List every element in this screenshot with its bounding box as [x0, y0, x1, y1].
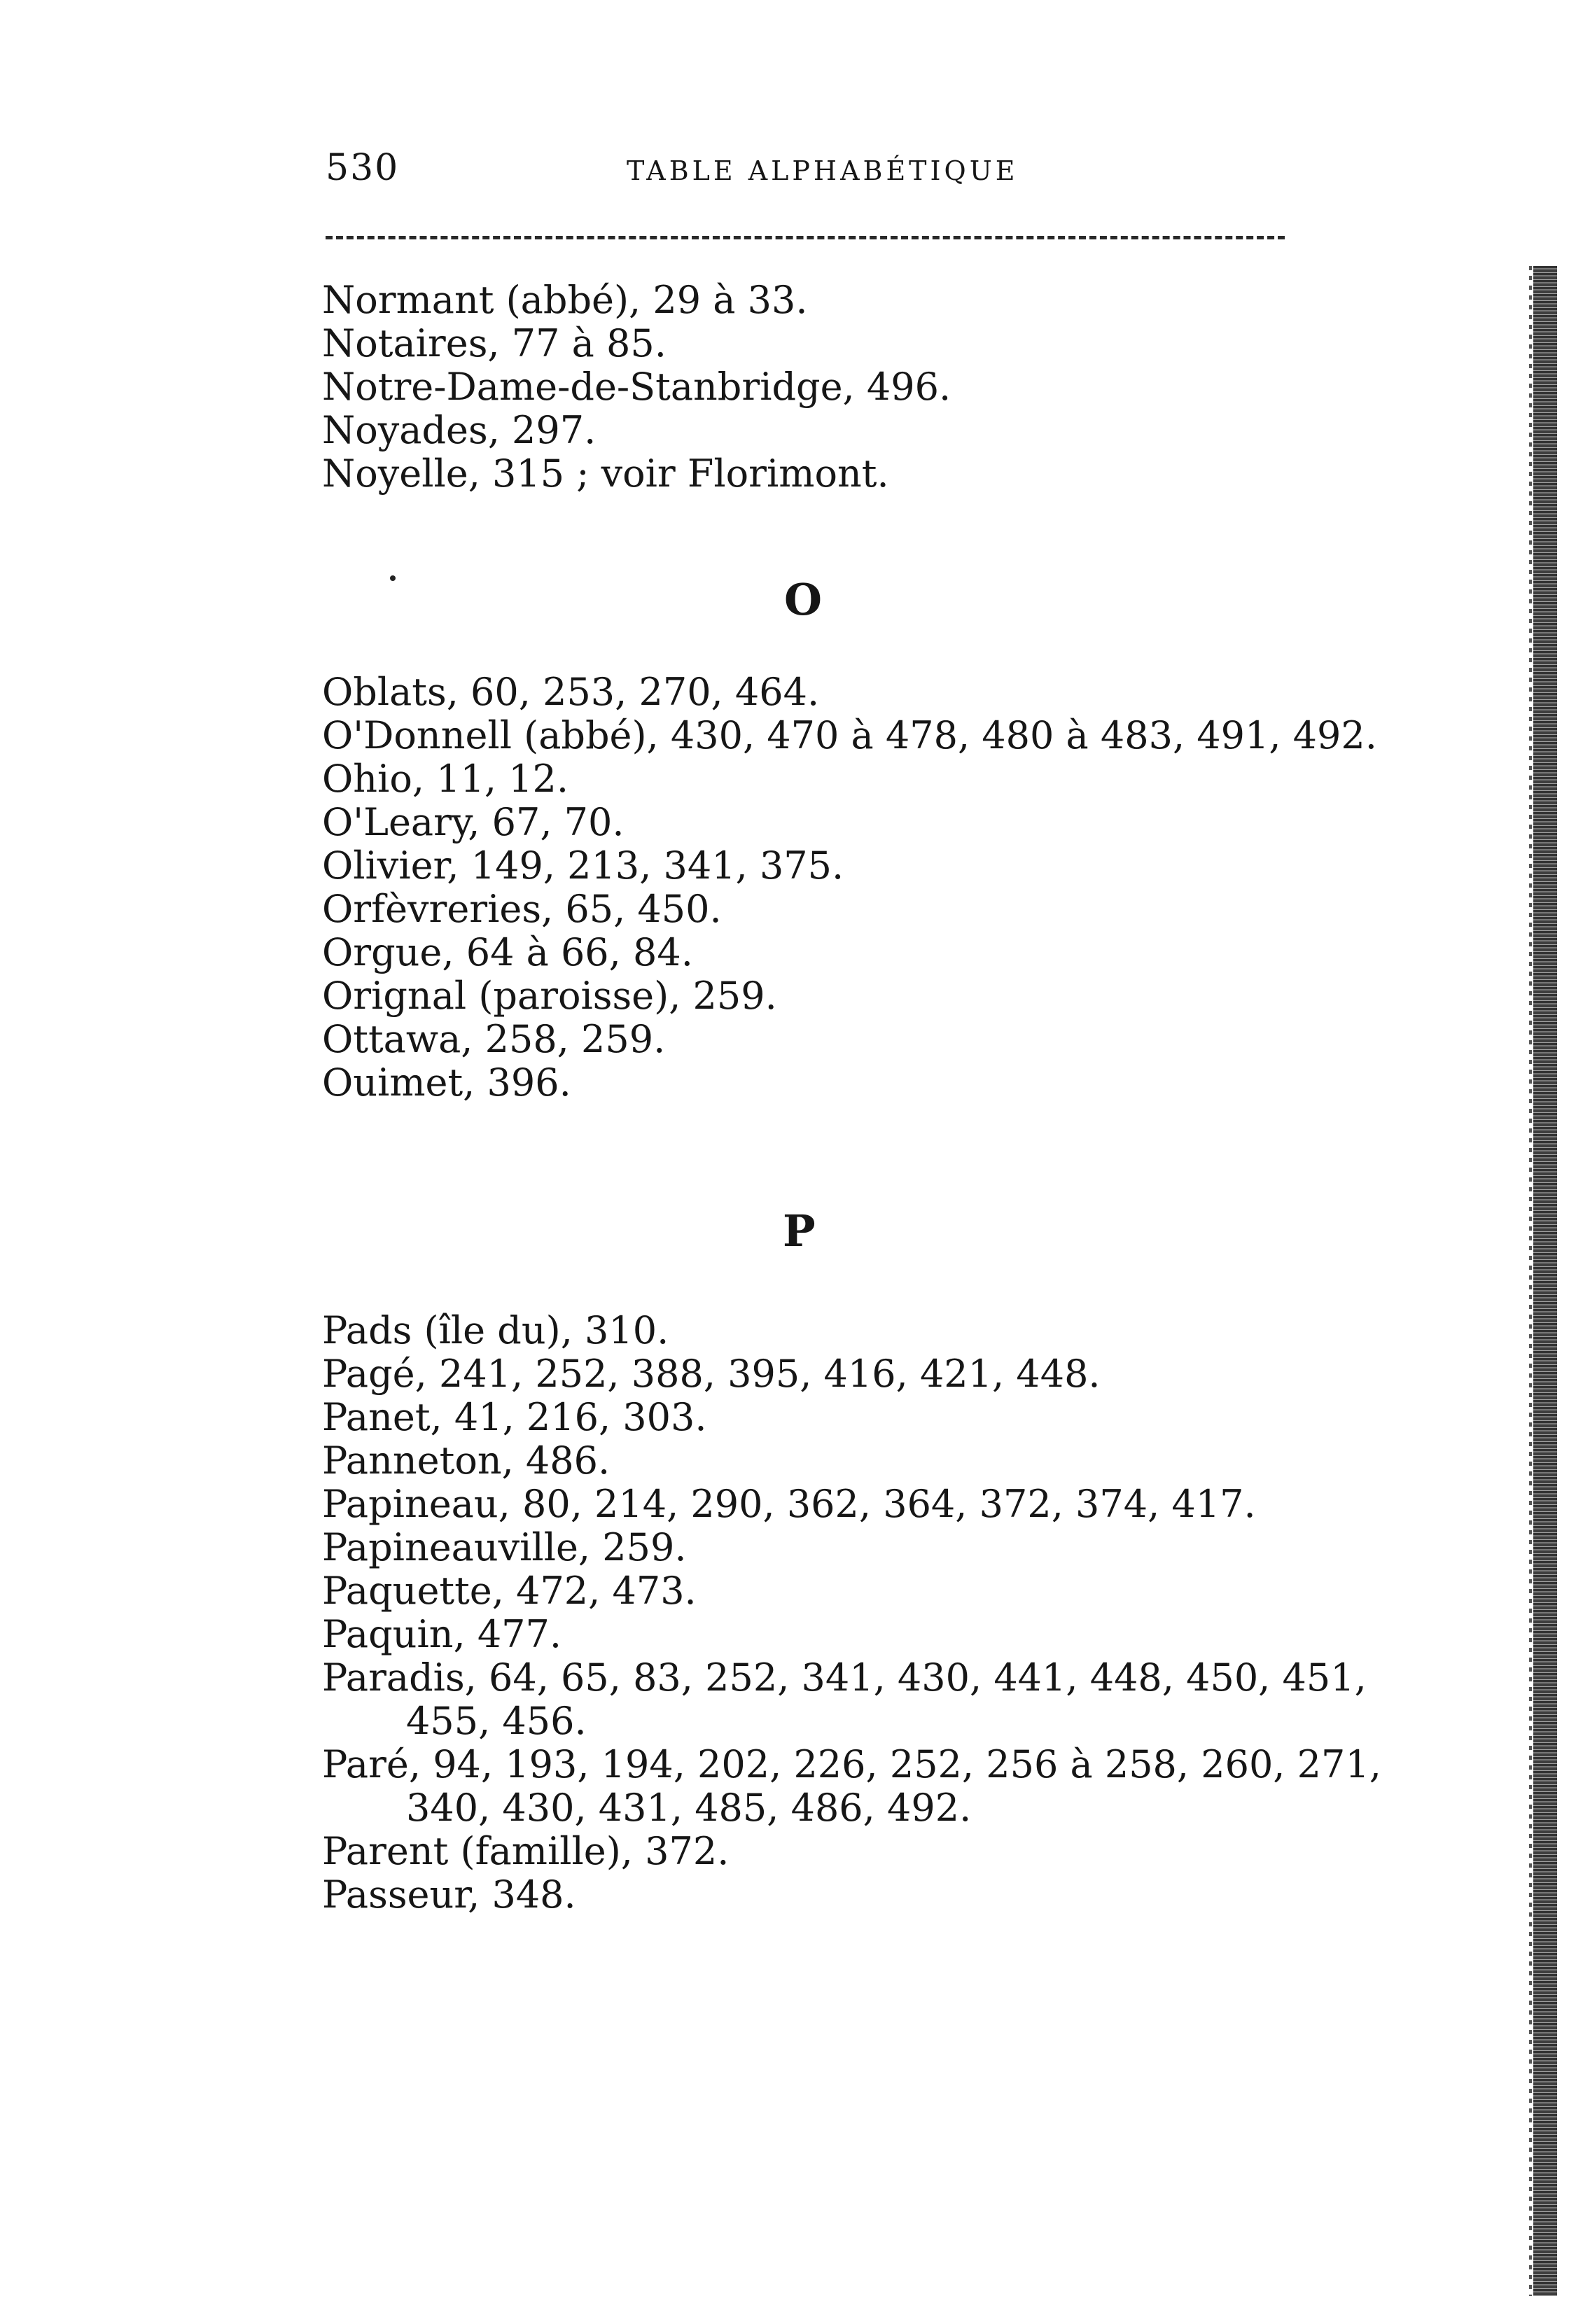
section-letter-p: P	[783, 1205, 816, 1256]
index-entry: Ouimet, 396.	[322, 1060, 571, 1105]
entry-line: Paré, 94, 193, 194, 202, 226, 252, 256 à 258, 260, 271,	[322, 1742, 1381, 1786]
running-title: TABLE ALPHABÉTIQUE	[627, 155, 1019, 186]
index-entry: Olivier, 149, 213, 341, 375.	[322, 844, 844, 888]
index-entry: Parent (famille), 372.	[322, 1829, 730, 1873]
index-entry: Ottawa, 258, 259.	[322, 1017, 666, 1061]
index-entry: Panet, 41, 216, 303.	[322, 1395, 707, 1439]
index-entry: Panneton, 486.	[322, 1438, 611, 1483]
index-entry: Pagé, 241, 252, 388, 395, 416, 421, 448.	[322, 1352, 1101, 1396]
index-entry: Oblats, 60, 253, 270, 464.	[322, 670, 820, 714]
section-letter-o: O	[784, 574, 823, 625]
index-entry: O'Leary, 67, 70.	[322, 800, 625, 844]
section-n	[322, 279, 1316, 496]
index-entry: Papineau, 80, 214, 290, 362, 364, 372, 374, 417.	[322, 1482, 1256, 1526]
index-entry: Notre-Dame-de-Stanbridge, 496.	[322, 365, 951, 409]
index-entry: Normant (abbé), 29 à 33.	[322, 278, 808, 322]
index-entry: O'Donnell (abbé), 430, 470 à 478, 480 à 483, 491, 492.	[322, 713, 1377, 757]
index-entry: Orignal (paroisse), 259.	[322, 974, 777, 1018]
section-p	[322, 1308, 1381, 1917]
index-entry: Orfèvreries, 65, 450.	[322, 887, 722, 931]
index-entry-paradis	[322, 1656, 1367, 1743]
index-entry-pare	[322, 1742, 1381, 1830]
index-entry: Paquette, 472, 473.	[322, 1569, 697, 1613]
index-entry: Passeur, 348.	[322, 1872, 576, 1917]
index-entry: Paquin, 477.	[322, 1612, 562, 1656]
section-o	[322, 670, 1377, 1105]
page-edge-shadow	[1533, 266, 1557, 2296]
index-entry: Notaires, 77 à 85.	[322, 321, 667, 365]
index-entry: Noyelle, 315 ; voir Florimont.	[322, 451, 889, 496]
ink-speck	[390, 575, 396, 581]
index-entry: Ohio, 11, 12.	[322, 757, 569, 801]
index-entry: Noyades, 297.	[322, 408, 597, 452]
entry-continuation: 455, 456.	[406, 1699, 587, 1743]
header-rule	[326, 236, 1285, 239]
page-number: 530	[326, 147, 400, 189]
entry-line: Paradis, 64, 65, 83, 252, 341, 430, 441, 448, 450, 451,	[322, 1656, 1367, 1700]
entry-continuation: 340, 430, 431, 485, 486, 492.	[406, 1786, 972, 1830]
index-entry: Orgue, 64 à 66, 84.	[322, 930, 693, 974]
index-entry: Pads (île du), 310.	[322, 1308, 669, 1352]
index-entry: Papineauville, 259.	[322, 1525, 687, 1569]
